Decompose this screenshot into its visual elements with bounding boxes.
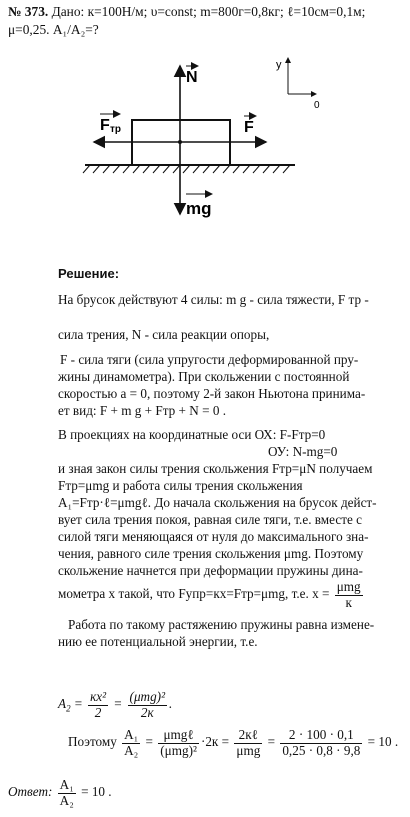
- solution-line: ет вид: F + m g + Fтр + N = 0 .: [58, 403, 227, 418]
- solution-line: ОУ: N-mg=0: [268, 444, 338, 459]
- solution-line: силой тяги меняющаяся от нуля до максимального зна-: [58, 529, 369, 544]
- center-point: [178, 140, 182, 144]
- eq-ratio-mult: ·2к =: [200, 734, 230, 750]
- equation-ratio: Поэтому $\frac{\text{A₁}}{\text{A₂}}$ = $\frac{\text{μmgℓ}}{\text{(μmg)²}}$ ·2к = $\frac{\text{2кℓ}}{\text{μmg}}$ = $\frac{2 \cdot 100 \cdot 0,1}{0,25 \cdot 0,8 \cdot 9,8}$ = 10 .: [68, 727, 399, 758]
- solution-line: мометра x такой, что Fупр=кх=Fтр=μmg, т.е. x =: [58, 586, 330, 602]
- solution-line: Fтр=μmg и работа силы трения скольжения: [58, 478, 303, 493]
- solution-line: скоростью a = 0, поэтому 2-й закон Ньютона принима-: [58, 386, 366, 401]
- solution-line: F - сила тяги (сила упругости деформированной пру-: [60, 352, 359, 367]
- given-line2: μ=0,25. A₁/A₂=?: [8, 22, 99, 37]
- eq-a2-frac2-den: 2к: [140, 704, 154, 720]
- ground-hatching: [83, 165, 290, 173]
- eq-a2-frac1-den: 2: [94, 704, 102, 720]
- eq-ratio-frac3-num: 2кℓ: [234, 728, 262, 744]
- eq-a2-lhs-sub: 2: [66, 703, 71, 714]
- solution-line-with-fraction: [58, 580, 365, 610]
- eq-ratio-frac3: [234, 728, 262, 758]
- answer-line: [8, 778, 112, 808]
- answer-result: = 10 .: [81, 784, 112, 800]
- problem-number: № 373.: [8, 4, 49, 19]
- problem-header-line1: [8, 4, 365, 21]
- label-gravity: mg: [186, 199, 212, 218]
- solution-title: Решение:: [58, 266, 120, 281]
- eq-a2-frac2: [128, 690, 167, 720]
- label-friction-sub: тр: [110, 124, 122, 135]
- eq-ratio-frac1: [122, 728, 140, 758]
- eq-ratio-frac2-num: μmgℓ: [158, 728, 199, 744]
- solution-line: Работа по такому растяжению пружины равна измене-: [68, 617, 375, 632]
- eq-ratio-frac3-den: μmg: [236, 742, 261, 758]
- eq-a2-frac1-num: кх²: [90, 689, 107, 704]
- x-fraction-den: к: [345, 594, 352, 610]
- solution-line: чения, равного силе трения скольжения μmg. Поэтому: [58, 546, 364, 561]
- x-fraction-num: μmg: [336, 579, 361, 594]
- answer-label: Ответ:: [8, 784, 53, 800]
- eq-ratio-prefix: Поэтому: [68, 734, 117, 750]
- answer-fraction: [58, 778, 76, 808]
- solution-line: нию ее потенциальной энергии, т.е.: [58, 634, 258, 649]
- solution-line: A₁=Fтр·ℓ=μmgℓ. До начала скольжения на брусок дейст-: [58, 495, 377, 510]
- eq-ratio-frac4-num: 2 · 100 · 0,1: [280, 728, 362, 744]
- eq-ratio-frac4-den: 0,25 · 0,8 · 9,8: [282, 742, 361, 758]
- eq-a2-frac1: [88, 690, 108, 720]
- coordinate-axes: [270, 52, 340, 112]
- given-line1: Дано: к=100Н/м; υ=const; m=800г=0,8кг; ℓ=10см=0,1м;: [51, 4, 366, 19]
- label-normal: N: [186, 69, 198, 86]
- solution-line: и зная закон силы трения скольжения Fтр=μN получаем: [58, 461, 373, 476]
- axis-y-label: y: [276, 59, 282, 71]
- eq-ratio-frac2: [158, 728, 199, 758]
- x-fraction: [335, 580, 363, 610]
- eq-a2-lhs: A: [58, 696, 67, 712]
- eq-ratio-result: = 10 .: [367, 734, 399, 750]
- eq-ratio-frac4: [280, 728, 362, 758]
- solution-line: жины динамометра). При скольжении с постоянной: [58, 369, 350, 384]
- label-friction: F: [100, 117, 110, 134]
- label-force: F: [244, 119, 254, 136]
- eq-a2-frac2-num: (μmg)²: [129, 689, 166, 704]
- eq-ratio-frac1-num: A₁: [124, 727, 139, 742]
- solution-line: В проекциях на координатные оси ОХ: F-Fтр=0: [58, 427, 326, 442]
- eq-ratio-frac2-den: (μmg)²: [160, 742, 197, 758]
- equation-a2: $A_2$ = $\frac{\text{кх²}}{2}$ = $\frac{\text{(μmg)²}}{2к}$ .: [58, 689, 173, 720]
- solution-line: вует сила трения покоя, равная силе тяги, т.е. вместе с: [58, 512, 362, 527]
- solution-line: скольжение начнется при деформации пружины дина-: [58, 563, 363, 578]
- axis-origin-label: 0: [314, 100, 320, 111]
- answer-frac-num: A₁: [59, 777, 74, 792]
- eq-ratio-frac1-den: A₂: [124, 742, 139, 758]
- solution-line: сила трения, N - сила реакции опоры,: [58, 327, 270, 342]
- answer-frac-den: A₂: [59, 792, 74, 808]
- solution-line: На брусок действуют 4 силы: m g - сила тяжести, F тр -: [58, 292, 369, 307]
